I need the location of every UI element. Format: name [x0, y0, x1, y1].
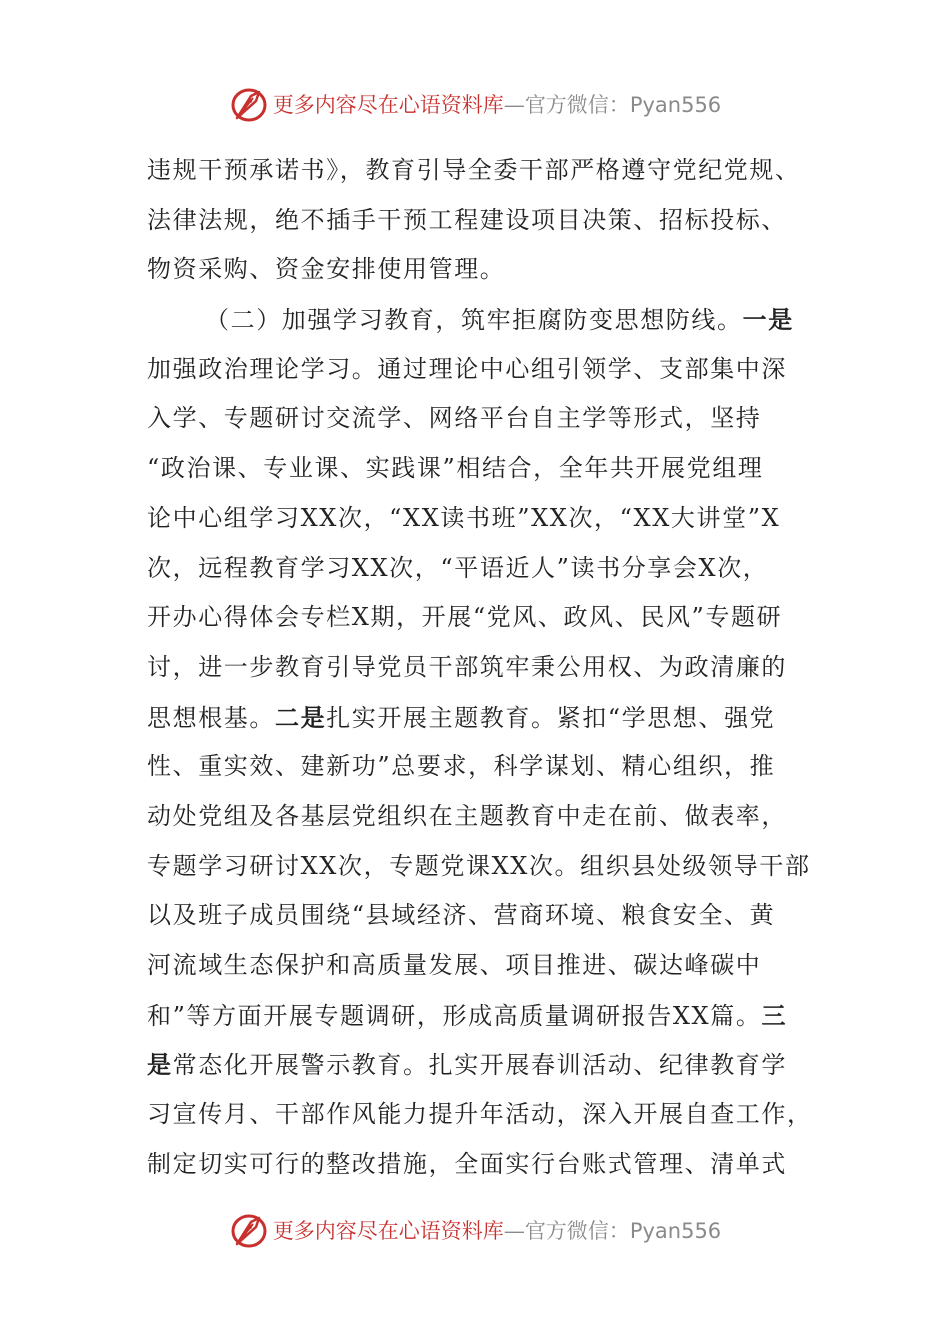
text-line	[147, 146, 812, 196]
text-line	[147, 444, 812, 494]
text-line	[147, 245, 812, 295]
text-line	[147, 792, 812, 842]
document-body	[147, 146, 812, 1189]
banner-account-label: 官方微信：	[524, 93, 630, 117]
text-segment: （二）加强学习教育，筑牢拒腐防变思想防线。	[205, 306, 743, 335]
banner-account-id: Pyan556	[629, 93, 722, 117]
banner-title: 更多内容尽在心语资料库	[272, 1219, 504, 1243]
text-segment: 次，远程教育学习XX次，“平语近人”读书分享会X次，	[147, 553, 769, 582]
text-line	[147, 196, 812, 246]
text-line	[147, 394, 812, 444]
text-line	[147, 991, 812, 1041]
text-line	[147, 1040, 812, 1090]
text-segment: 河流域生态保护和高质量发展、项目推进、碳达峰碳中	[147, 951, 762, 979]
banner-separator: —	[503, 93, 525, 117]
text-segment: 入学、专题研讨交流学、网络平台自主学等形式，坚持	[147, 404, 762, 433]
banner-separator: —	[503, 1219, 525, 1243]
text-segment: 加强政治理论学习。通过理论中心组引领学、支部集中深	[147, 354, 787, 383]
text-segment: 扎实开展主题教育。紧扣“学思想、强党	[326, 703, 776, 732]
text-line	[147, 1140, 812, 1190]
text-segment: 论中心组学习XX次，“XX读书班”XX次，“XX大讲堂”X	[147, 503, 781, 532]
text-segment: 习宣传月、干部作风能力提升年活动，深入开展自查工作，	[147, 1100, 813, 1129]
bold-text-segment: 二是	[275, 702, 327, 732]
text-line	[147, 693, 812, 743]
text-segment: 讨，进一步教育引导党员干部筑牢秉公用权、为政清廉的	[147, 652, 787, 681]
text-segment: 制定切实可行的整改措施，全面实行台账式管理、清单式	[147, 1149, 787, 1178]
text-line	[147, 345, 812, 395]
bold-text-segment: 一是	[742, 305, 794, 335]
pen-nib-logo-icon	[229, 84, 269, 124]
text-line	[147, 891, 812, 941]
bold-text-segment: 三	[761, 1000, 788, 1030]
paragraph-heading-line	[147, 295, 812, 345]
pen-nib-logo-icon	[229, 1210, 269, 1250]
text-segment: 常态化开展警示教育。扎实开展春训活动、纪律教育学	[172, 1051, 788, 1080]
text-segment: “政治课、专业课、实践课”相结合，全年共开展党组理	[147, 454, 764, 483]
banner-account-id: Pyan556	[629, 1219, 722, 1243]
text-segment: 违规干预承诺书》，教育引导全委干部严格遵守党纪党规、	[147, 156, 801, 184]
text-line	[147, 742, 812, 792]
text-segment: 物资采购、资金安排使用管理。	[147, 255, 506, 284]
text-line	[147, 1090, 812, 1140]
text-segment: 性、重实效、建新功”总要求，科学谋划、精心组织，推	[147, 752, 776, 781]
text-line	[147, 494, 812, 544]
text-segment: 和”等方面开展专题调研，形成高质量调研报告XX篇。	[147, 1001, 762, 1030]
text-line	[147, 643, 812, 693]
text-segment: 开办心得体会专栏X期，开展“党风、政风、民风”专题研	[147, 603, 783, 632]
text-segment: 专题学习研讨XX次，专题党课XX次。组织县处级领导干部	[147, 851, 811, 880]
header-watermark-banner	[0, 80, 950, 128]
banner-account-label: 官方微信：	[524, 1219, 630, 1243]
text-line	[147, 593, 812, 643]
text-line	[147, 941, 812, 991]
text-line	[147, 842, 812, 892]
text-segment: 动处党组及各基层党组织在主题教育中走在前、做表率，	[147, 801, 787, 830]
text-segment: 以及班子成员围绕“县域经济、营商环境、粮食安全、黄	[147, 901, 776, 930]
text-segment: 思想根基。	[147, 703, 275, 732]
footer-watermark-banner	[0, 1206, 950, 1254]
text-segment: 法律法规，绝不插手干预工程建设项目决策、招标投标、	[147, 205, 787, 234]
banner-title: 更多内容尽在心语资料库	[272, 93, 504, 117]
bold-text-segment: 是	[147, 1050, 173, 1080]
text-line	[147, 544, 812, 594]
